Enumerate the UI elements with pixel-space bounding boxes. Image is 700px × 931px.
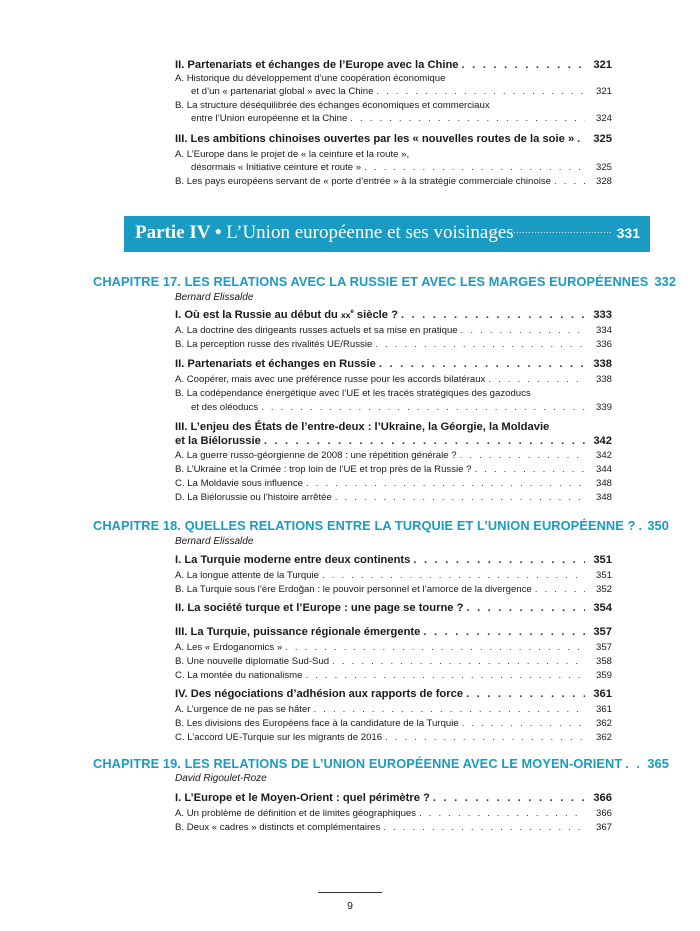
toc-subentry[interactable]: B. L’Ukraine et la Crimée : trop loin de l’UE et trop près de la Russie ? . . . 344	[175, 464, 612, 475]
chapter-heading[interactable]: CHAPITRE 19. LES RELATIONS DE L’UNION EUROPÉENNE AVEC LE MOYEN-ORIENT . . . 365	[93, 756, 669, 771]
toc-subentry[interactable]: B. Les pays européens servant de « porte d’entrée » à la stratégie commerciale chinoise . . . 328	[175, 176, 612, 187]
toc-subentry[interactable]: A. L’Europe dans le projet de « la ceinture et la route »,	[175, 149, 410, 160]
part-title: Partie IV • L’Union européenne et ses voisinages	[135, 222, 514, 243]
toc-section-entry[interactable]: I. La Turquie moderne entre deux continents . . . 351	[175, 554, 612, 566]
toc-section-entry[interactable]: I. Où est la Russie au début du $xx^e$ siècle ? . . . 333	[175, 309, 612, 321]
toc-subentry[interactable]: B. La structure déséquilibrée des échanges économiques et commerciaux	[175, 100, 490, 111]
chapter-author: David Rigoulet-Roze	[175, 773, 267, 784]
toc-subentry[interactable]: B. La perception russe des rivalités UE/Russie . . . 336	[175, 339, 612, 350]
toc-section-entry[interactable]: III. Les ambitions chinoises ouvertes par les « nouvelles routes de la soie » . . . 325	[175, 133, 612, 145]
toc-subentry[interactable]: A. La guerre russo-géorgienne de 2008 : une répétition générale ? . . . 342	[175, 450, 612, 461]
toc-section-entry[interactable]: I. L’Europe et le Moyen-Orient : quel périmètre ? . . . 366	[175, 792, 612, 804]
toc-subentry[interactable]: A. La doctrine des dirigeants russes actuels et sa mise en pratique . . . 334	[175, 325, 612, 336]
toc-subentry[interactable]: B. Une nouvelle diplomatie Sud-Sud . . . 358	[175, 656, 612, 667]
toc-section-continuation[interactable]: et la Biélorussie . . . 342	[175, 435, 612, 447]
toc-subentry[interactable]: B. La codépendance énergétique avec l’UE et les tracés stratégiques des gazoducs	[175, 388, 531, 399]
toc-subentry[interactable]: B. Les divisions des Européens face à la candidature de la Turquie . . . 362	[175, 718, 612, 729]
toc-subentry[interactable]: A. Historique du développement d’une coopération économique	[175, 73, 446, 84]
toc-subentry[interactable]: A. Un problème de définition et de limites géographiques . . . 366	[175, 808, 612, 819]
toc-subentry[interactable]: C. La montée du nationalisme . . . 359	[175, 670, 612, 681]
toc-subentry[interactable]: A. L’urgence de ne pas se hâter . . . 361	[175, 704, 612, 715]
toc-subentry[interactable]: C. L’accord UE-Turquie sur les migrants de 2016 . . . 362	[175, 732, 612, 743]
toc-section-entry[interactable]: II. Partenariats et échanges en Russie . . . 338	[175, 358, 612, 370]
chapter-author: Bernard Elissalde	[175, 536, 254, 547]
toc-subentry[interactable]: A. Les « Erdoganomics » . . . 357	[175, 642, 612, 653]
toc-section-entry[interactable]: III. L’enjeu des États de l’entre-deux : l’Ukraine, la Géorgie, la Moldavie	[175, 421, 550, 433]
toc-section-entry[interactable]: IV. Des négociations d’adhésion aux rapports de force . . . 361	[175, 688, 612, 700]
part-page: 331	[616, 225, 640, 241]
toc-subentry[interactable]: D. La Biélorussie ou l’histoire arrêtée . . . 348	[175, 492, 612, 503]
chapter-heading[interactable]: CHAPITRE 18. QUELLES RELATIONS ENTRE LA TURQUIE ET L’UNION EUROPÉENNE ? . . . 350	[93, 518, 669, 533]
toc-subentry[interactable]: B. La Turquie sous l’ère Erdoğan : le pouvoir personnel et l’amorce de la divergence . . . 352	[175, 584, 612, 595]
toc-subentry[interactable]: B. Deux « cadres » distincts et complémentaires . . . 367	[175, 822, 612, 833]
toc-subentry-continuation[interactable]: et des oléoducs . . . 339	[191, 402, 612, 413]
toc-subentry-continuation[interactable]: désormais « Initiative ceinture et route » . . . 325	[191, 162, 612, 173]
chapter-heading[interactable]: CHAPITRE 17. LES RELATIONS AVEC LA RUSSIE ET AVEC LES MARGES EUROPÉENNES 332	[93, 274, 677, 289]
footer-rule	[318, 892, 382, 893]
toc-section-entry[interactable]: II. Partenariats et échanges de l’Europe avec la Chine . . . 321	[175, 59, 612, 71]
toc-subentry[interactable]: A. Coopérer, mais avec une préférence russe pour les accords bilatéraux . . . 338	[175, 374, 612, 385]
toc-section-entry[interactable]: III. La Turquie, puissance régionale émergente . . . 357	[175, 626, 612, 638]
toc-subentry-continuation[interactable]: entre l’Union européenne et la Chine . . . 324	[191, 113, 612, 124]
toc-section-entry[interactable]: II. La société turque et l’Europe : une page se tourne ? . . . 354	[175, 602, 612, 614]
toc-subentry[interactable]: C. La Moldavie sous influence . . . 348	[175, 478, 612, 489]
toc-subentry-continuation[interactable]: et d’un « partenariat global » avec la Chine . . . 321	[191, 86, 612, 97]
part-banner[interactable]	[124, 216, 650, 252]
chapter-author: Bernard Elissalde	[175, 292, 254, 303]
toc-subentry[interactable]: A. La longue attente de la Turquie . . . 351	[175, 570, 612, 581]
page-number: 9	[347, 900, 353, 912]
